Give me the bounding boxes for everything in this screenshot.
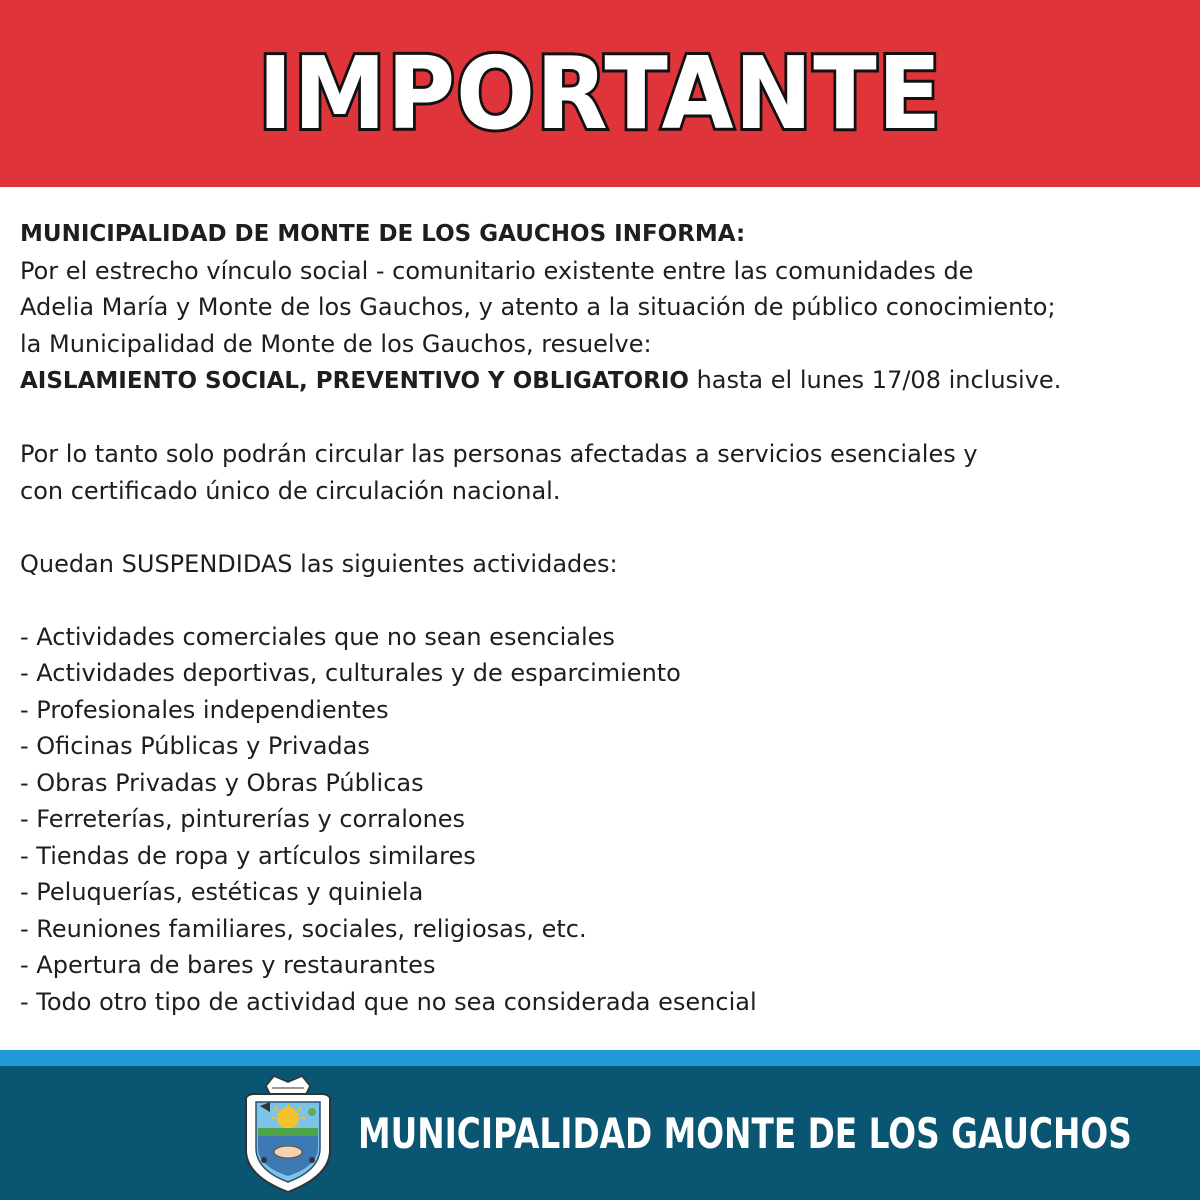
list-item: - Apertura de bares y restaurantes <box>20 951 436 979</box>
municipal-crest-logo <box>238 1072 338 1194</box>
notice-heading: MUNICIPALIDAD DE MONTE DE LOS GAUCHOS INFORMA: <box>20 221 746 247</box>
intro-line: la Municipalidad de Monte de los Gauchos, resuelve: <box>20 329 652 358</box>
header-banner <box>0 0 1200 187</box>
spacer <box>20 582 1190 619</box>
list-item: - Ferreterías, pinturerías y corralones <box>20 805 466 833</box>
notice-body <box>20 216 1190 1020</box>
list-item: - Todo otro tipo de actividad que no sea considerada esencial <box>20 987 757 1016</box>
intro-line: Adelia María y Monte de los Gauchos, y atento a la situación de público conocimiento; <box>20 293 1056 321</box>
suspended-intro: Quedan SUSPENDIDAS las siguientes actividades: <box>20 549 618 578</box>
resolution-rest: hasta el lunes 17/08 inclusive. <box>688 366 1062 394</box>
list-item: - Profesionales independientes <box>20 695 389 724</box>
circulation-line: Por lo tanto solo podrán circular las personas afectadas a servicios esenciales y <box>20 440 978 468</box>
suspended-list <box>20 619 1190 1021</box>
list-item: - Reuniones familiares, sociales, religiosas, etc. <box>20 914 587 943</box>
list-item: - Actividades comerciales que no sean esenciales <box>20 622 615 651</box>
banner-title: IMPORTANTE <box>257 35 943 152</box>
spacer <box>20 509 1190 546</box>
circulation-line: con certificado único de circulación nacional. <box>20 476 561 505</box>
list-item: - Obras Privadas y Obras Públicas <box>20 768 424 797</box>
list-item: - Tiendas de ropa y artículos similares <box>20 841 476 870</box>
spacer <box>20 400 1190 437</box>
resolution-bold: AISLAMIENTO SOCIAL, PREVENTIVO Y OBLIGATORIO <box>20 368 689 394</box>
list-item: - Oficinas Públicas y Privadas <box>20 732 370 760</box>
footer-title: MUNICIPALIDAD MONTE DE LOS GAUCHOS <box>358 1109 1132 1158</box>
resolution-line <box>20 362 1190 400</box>
list-item: - Actividades deportivas, culturales y de esparcimiento <box>20 659 681 687</box>
intro-line: Por el estrecho vínculo social - comunitario existente entre las comunidades de <box>20 256 974 285</box>
list-item: - Peluquerías, estéticas y quiniela <box>20 878 424 906</box>
footer-stripe <box>0 1050 1200 1066</box>
